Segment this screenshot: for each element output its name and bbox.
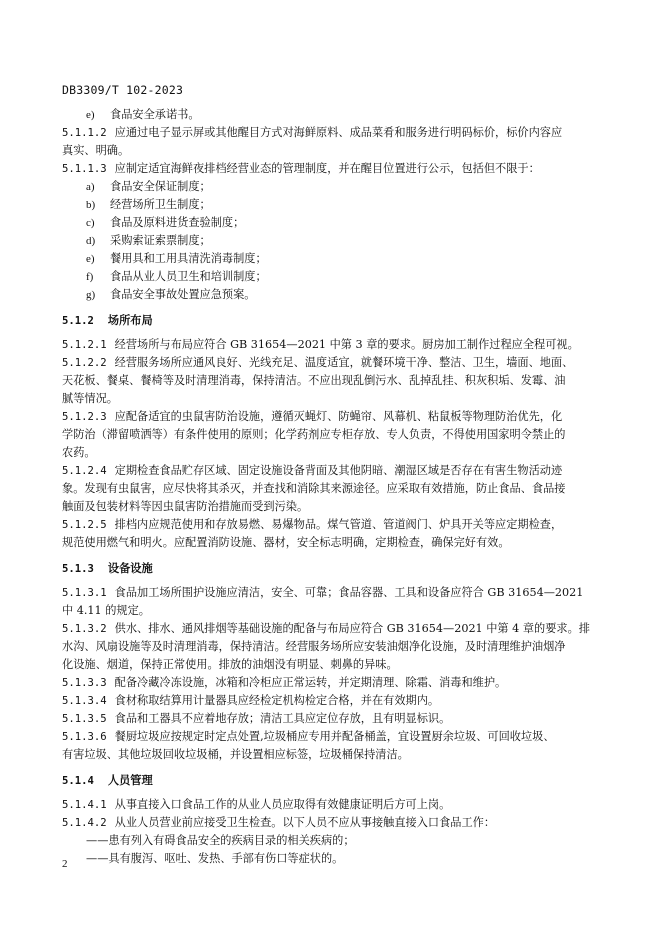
text-line xyxy=(62,500,308,514)
text-line xyxy=(62,748,409,762)
clause-text: 食品加工场所围护设施应清洁，安全、可靠；食品容器、工具和设备应符合 GB 31654—2021 xyxy=(114,586,584,599)
clause-text: 触面及包装材料等因虫鼠害防治措施而受到污染。 xyxy=(62,500,309,513)
list-item-text: 食品及原料进货查验制度； xyxy=(110,216,245,229)
clause-text: 中 4.11 的规定。 xyxy=(62,604,150,617)
list-item-text: 食品安全保证制度； xyxy=(110,180,211,193)
list-label: b) xyxy=(86,199,96,211)
clause-text: 农药。 xyxy=(62,446,96,459)
document-header: DB3309/T 102-2023 xyxy=(62,83,184,97)
text-line xyxy=(62,144,129,158)
clause-number: 5.1.3 xyxy=(62,563,94,575)
clause-text: 象。发现有虫鼠害，应尽快将其杀灭，并查找和消除其来源途径。应采取有效措施，防止食品、食品接 xyxy=(62,482,566,495)
text-line xyxy=(62,712,450,726)
clause-text: 食品和工器具不应着地存放；清洁工具应定位存放，且有明显标识。 xyxy=(114,712,451,725)
clause-text: ——患有列入有碍食品安全的疾病目录的相关疾病的； xyxy=(86,834,355,847)
clause-text: 配备冷藏冷冻设施，冰箱和冷柜应正常运转，并定期清理、除霜、消毒和维护。 xyxy=(114,676,507,689)
clause-number: 5.1.2 xyxy=(62,315,94,327)
text-line xyxy=(62,536,510,550)
text-line xyxy=(62,798,450,812)
text-line xyxy=(62,464,562,478)
clause-number: 5.1.3.5 xyxy=(62,713,107,725)
text-line xyxy=(62,622,590,636)
clause-text: 从业人员营业前应接受卫生检查。以下人员不应从事接触直接入口食品工作： xyxy=(114,816,496,829)
list-label: f) xyxy=(86,271,94,283)
text-line xyxy=(62,392,118,406)
clause-text: 学防治（滞留喷洒等）有条件使用的原则；化学药剂应专柜存放、专人负责，不得使用国家明令禁止的 xyxy=(62,428,566,441)
list-label: g) xyxy=(86,289,96,301)
text-line xyxy=(62,676,506,690)
list-label: e) xyxy=(86,253,95,265)
clause-number: 5.1.1.3 xyxy=(62,163,107,175)
clause-text: 应配备适宜的虫鼠害防治设施，遵循灭蝇灯、防蝇帘、风幕机、粘鼠板等物理防治优先，化 xyxy=(114,410,563,423)
list-label: c) xyxy=(86,217,95,229)
clause-text: 经营场所与布局应符合 GB 31654—2021 中第 3 章的要求。厨房加工制作过程应全程可视。 xyxy=(114,338,579,351)
section-heading xyxy=(62,561,153,576)
section-heading xyxy=(62,773,153,788)
clause-number: 5.1.2.2 xyxy=(62,357,107,369)
text-line xyxy=(62,658,398,672)
text-line xyxy=(62,586,583,600)
clause-text: 真实、明确。 xyxy=(62,144,130,157)
clause-number: 5.1.2.5 xyxy=(62,519,107,531)
clause-text: 餐厨垃圾应按规定时定点处置,垃圾桶应专用并配备桶盖，宜设置厨余垃圾、可回收垃圾、 xyxy=(114,730,555,743)
list-item-text: 采购索证索票制度； xyxy=(110,234,211,247)
clause-number: 5.1.2.4 xyxy=(62,465,107,477)
text-line xyxy=(62,730,555,744)
text-line xyxy=(62,126,562,140)
page-number: 2 xyxy=(62,858,68,870)
text-line xyxy=(62,446,96,460)
list-item-text: 食品从业人员卫生和培训制度； xyxy=(110,270,267,283)
text-line xyxy=(62,428,565,442)
text-line xyxy=(86,834,355,848)
list-label: d) xyxy=(86,235,96,247)
text-line xyxy=(62,694,439,708)
section-heading xyxy=(62,313,153,328)
list-item-text: 食品安全承诺书。 xyxy=(110,108,200,121)
clause-text: 食材称取结算用计量器具应经检定机构检定合格，并在有效期内。 xyxy=(114,694,440,707)
list-item-text: 经营场所卫生制度； xyxy=(110,198,211,211)
text-line xyxy=(62,410,562,424)
clause-text: 化设施、烟道，保持正常使用。排放的油烟没有明显、刺鼻的异味。 xyxy=(62,658,398,671)
clause-number: 5.1.3.6 xyxy=(62,731,107,743)
clause-number: 5.1.2.3 xyxy=(62,411,107,423)
section-heading-text: 设备设施 xyxy=(107,561,153,575)
clause-number: 5.1.3.2 xyxy=(62,623,107,635)
list-item-text: 餐用具和工用具清洗消毒制度； xyxy=(110,252,267,265)
list-item-text: 食品安全事故处置应急预案。 xyxy=(110,288,256,301)
text-line xyxy=(62,816,495,830)
section-heading-text: 人员管理 xyxy=(107,773,153,787)
text-line xyxy=(62,374,565,388)
clause-number: 5.1.1.2 xyxy=(62,127,107,139)
clause-text: 供水、排水、通风排烟等基础设施的配备与布局应符合 GB 31654—2021 中第 4 章的要求。排 xyxy=(114,622,590,635)
clause-text: 规范使用燃气和明火。应配置消防设施、器材，安全标志明确，定期检查，确保完好有效。 xyxy=(62,536,510,549)
text-line xyxy=(62,356,573,370)
text-line xyxy=(62,640,565,654)
clause-text: 排档内应规范使用和存放易燃、易爆物品。煤气管道、管道阀门、炉具开关等应定期检查， xyxy=(114,518,563,531)
clause-text: 腻等情况。 xyxy=(62,392,118,405)
text-line xyxy=(62,162,540,176)
list-label: a) xyxy=(86,181,95,193)
clause-text: 应通过电子显示屏或其他醒目方式对海鲜原料、成品菜肴和服务进行明码标价，标价内容应 xyxy=(114,126,563,139)
clause-text: 水沟、风扇设施等及时清理消毒，保持清洁。经营服务场所应安装油烟净化设施，及时清理维护油烟净 xyxy=(62,640,566,653)
clause-text: 定期检查食品贮存区域、固定设施设备背面及其他阴暗、潮湿区域是否存在有害生物活动迹 xyxy=(114,464,563,477)
clause-number: 5.1.4.2 xyxy=(62,817,107,829)
clause-number: 5.1.2.1 xyxy=(62,339,107,351)
section-heading-text: 场所布局 xyxy=(107,313,153,327)
text-line xyxy=(62,482,565,496)
clause-number: 5.1.4.1 xyxy=(62,799,107,811)
clause-text: 有害垃圾、其他垃圾回收垃圾桶，并设置相应标签，垃圾桶保持清洁。 xyxy=(62,748,409,761)
clause-number: 5.1.3.1 xyxy=(62,587,107,599)
clause-text: 经营服务场所应通风良好、光线充足、温度适宜，就餐环境干净、整洁、卫生，墙面、地面、 xyxy=(114,356,574,369)
text-line xyxy=(62,518,562,532)
text-line xyxy=(62,338,579,352)
clause-text: 应制定适宜海鲜夜排档经营业态的管理制度，并在醒目位置进行公示，包括但不限于： xyxy=(114,162,540,175)
clause-text: 从事直接入口食品工作的从业人员应取得有效健康证明后方可上岗。 xyxy=(114,798,451,811)
clause-text: 天花板、餐桌、餐椅等及时清理消毒，保持清洁。不应出现乱倒污水、乱掉乱挂、积灰积垢、发霉、油 xyxy=(62,374,566,387)
clause-number: 5.1.3.4 xyxy=(62,695,107,707)
list-label: e) xyxy=(86,109,95,121)
clause-text: ——具有腹泻、呕吐、发热、手部有伤口等症状的。 xyxy=(86,852,344,865)
text-line xyxy=(62,604,150,618)
text-line xyxy=(86,852,343,866)
clause-number: 5.1.4 xyxy=(62,775,94,787)
clause-number: 5.1.3.3 xyxy=(62,677,107,689)
